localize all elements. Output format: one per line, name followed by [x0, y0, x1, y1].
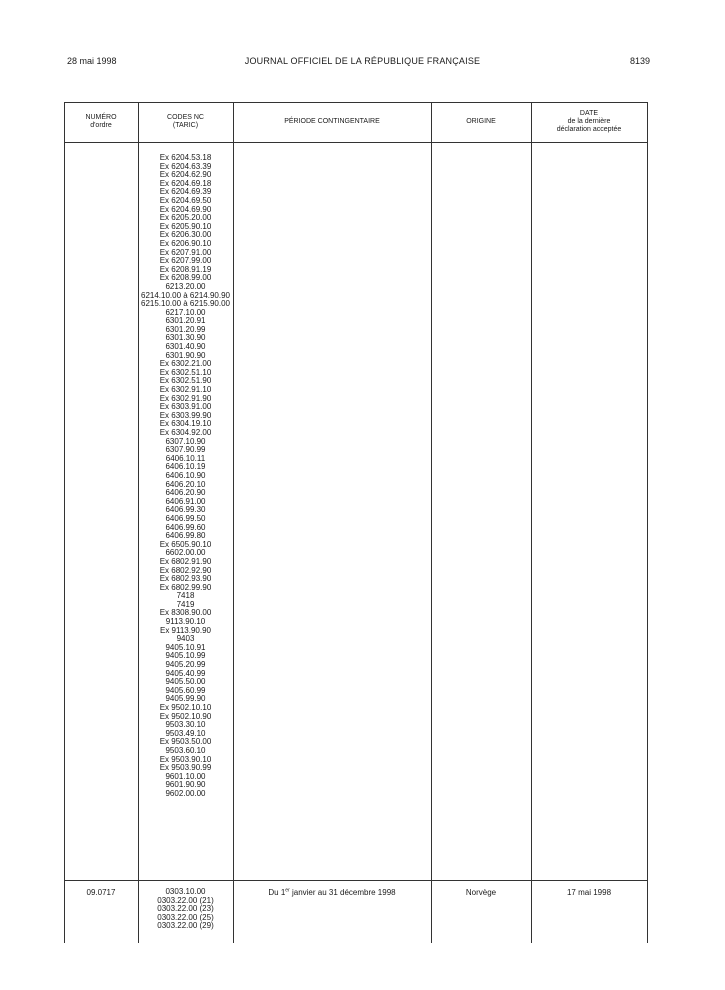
entry-codes-list — [138, 888, 233, 931]
code-item: 9113.90.10 — [165, 617, 206, 627]
code-item: Ex 6802.93.90 — [159, 574, 212, 584]
code-item: 7419 — [176, 599, 195, 609]
code-item: 6406.20.10 — [165, 479, 206, 489]
column-header-numero: NUMÉRO d'ordre — [85, 114, 117, 129]
entry-numero: 09.0717 — [86, 888, 116, 897]
code-item: Ex 9503.90.99 — [159, 763, 212, 773]
code-item: 9503.49.10 — [165, 728, 206, 738]
code-item: 9405.20.99 — [165, 660, 206, 670]
code-item: 9503.30.10 — [165, 720, 206, 730]
code-item: 0303.22.00 (23) — [157, 904, 214, 914]
code-item: Ex 8308.90.00 — [159, 608, 212, 618]
column-divider — [233, 102, 234, 943]
code-item: 7418 — [176, 591, 195, 601]
page-number: 8139 — [629, 56, 650, 66]
code-item: 0303.22.00 (29) — [157, 921, 214, 931]
code-item: 9403 — [176, 634, 195, 644]
code-item: Ex 6204.63.39 — [159, 161, 212, 171]
code-item: Ex 6302.91.10 — [159, 385, 212, 395]
code-item: 9405.10.91 — [165, 642, 206, 652]
code-item: Ex 6205.90.10 — [159, 221, 212, 231]
code-item: Ex 9502.10.10 — [159, 703, 212, 712]
code-item: 6301.20.91 — [165, 316, 206, 326]
code-item: Ex 6206.90.10 — [159, 238, 212, 248]
code-item: Ex 6302.91.90 — [159, 393, 212, 403]
code-item: Ex 9502.10.90 — [159, 711, 212, 721]
code-item: 0303.22.00 (25) — [157, 912, 214, 922]
column-divider — [647, 102, 648, 943]
code-item: Ex 6204.69.90 — [159, 204, 212, 214]
code-item: Ex 6302.21.00 — [159, 359, 212, 369]
column-divider — [64, 102, 65, 943]
issue-date: 28 mai 1998 — [67, 56, 117, 66]
code-item: 6301.20.99 — [165, 324, 206, 334]
code-item: 9601.10.00 — [165, 771, 206, 781]
code-item: Ex 6204.69.50 — [159, 195, 212, 205]
code-item: 6307.90.99 — [165, 445, 206, 455]
code-item: 6406.99.30 — [165, 505, 206, 515]
code-item: 6217.10.00 — [165, 307, 206, 317]
code-item: 6406.10.11 — [165, 453, 206, 463]
code-item: 6301.90.90 — [165, 350, 206, 360]
table-header-rule — [64, 142, 648, 143]
code-item: Ex 6802.99.90 — [159, 582, 212, 592]
code-item: 6215.10.00 à 6215.90.00 — [141, 299, 230, 309]
code-item: 9405.60.99 — [165, 685, 206, 695]
code-item: 9602.00.00 — [165, 788, 206, 798]
code-item: Ex 6205.20.00 — [159, 213, 212, 223]
code-item: 6406.99.60 — [165, 522, 206, 532]
code-item: Ex 9113.90.90 — [159, 625, 211, 635]
code-item: 0303.22.00 (21) — [157, 895, 214, 905]
page-header — [0, 56, 725, 70]
column-header-date: DATE de la dernière déclaration acceptée — [556, 110, 622, 133]
code-item: Ex 6304.92.00 — [159, 428, 212, 437]
code-item: Ex 6207.99.00 — [159, 256, 212, 266]
code-item: 6301.30.90 — [165, 333, 206, 343]
entry-date: 17 mai 1998 — [566, 888, 612, 897]
journal-title: JOURNAL OFFICIEL DE LA RÉPUBLIQUE FRANÇAISE — [244, 56, 481, 66]
column-header-origine: ORIGINE — [466, 118, 496, 125]
code-item: 6301.40.90 — [165, 342, 206, 352]
code-item: 6406.91.00 — [165, 496, 206, 506]
code-item: Ex 6303.99.90 — [159, 410, 212, 420]
code-item: 6406.99.50 — [165, 513, 206, 523]
code-item: Ex 6802.91.90 — [159, 556, 212, 566]
column-divider — [431, 102, 432, 943]
code-item: 6602.00.00 — [165, 548, 206, 558]
code-item: Ex 6802.92.90 — [159, 565, 212, 575]
code-item: Ex 6204.69.18 — [159, 178, 212, 188]
code-item: Ex 6302.51.10 — [159, 367, 212, 377]
code-item: Ex 6302.51.90 — [159, 376, 212, 386]
code-item: Ex 6204.53.18 — [159, 153, 212, 162]
table-row-separator — [64, 880, 648, 881]
code-item: Ex 6206.30.00 — [159, 230, 212, 240]
code-item: 6406.99.80 — [165, 531, 206, 541]
code-item: 9405.10.99 — [165, 651, 206, 661]
code-item: 9405.40.99 — [165, 668, 206, 678]
code-item: 6406.20.90 — [165, 488, 206, 498]
code-item: Ex 6208.91.19 — [159, 264, 212, 274]
code-item: Ex 6204.62.90 — [159, 170, 212, 180]
code-item: Ex 6204.69.39 — [159, 187, 212, 197]
code-item: Ex 6208.99.00 — [159, 273, 212, 283]
entry-origine: Norvège — [465, 888, 497, 897]
code-item: Ex 6505.90.10 — [159, 539, 212, 549]
code-item: 9503.60.10 — [165, 745, 206, 755]
code-item: 6307.10.90 — [165, 436, 206, 446]
code-item: 9405.50.00 — [165, 677, 206, 687]
entry-periode: Du 1er janvier au 31 décembre 1998 — [268, 887, 396, 897]
code-item: Ex 9503.50.00 — [159, 737, 212, 747]
code-item: Ex 9503.90.10 — [159, 754, 212, 764]
code-item: 6406.10.90 — [165, 470, 206, 480]
column-divider — [531, 102, 532, 943]
code-item: 0303.10.00 — [165, 887, 206, 896]
code-item: 9405.99.90 — [165, 694, 206, 704]
column-header-codes: CODES NC (TARIC) — [167, 114, 204, 129]
column-header-periode: PÉRIODE CONTINGENTAIRE — [284, 118, 380, 125]
code-item: Ex 6207.91.00 — [159, 247, 212, 257]
code-item: 6213.20.00 — [165, 281, 206, 291]
code-item: 6406.10.19 — [165, 462, 206, 472]
code-item: 6214.10.00 à 6214.90.90 — [141, 290, 230, 300]
code-item: 9601.90.90 — [165, 780, 206, 790]
code-item: Ex 6304.19.10 — [159, 419, 212, 429]
continued-codes-list — [138, 154, 233, 799]
code-item: Ex 6303.91.00 — [159, 402, 212, 412]
